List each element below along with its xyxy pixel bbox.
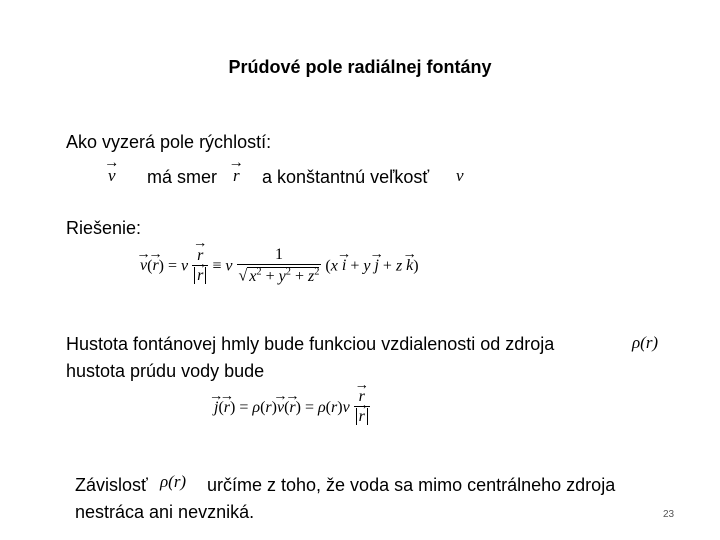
direction-text: má smer [147, 167, 218, 187]
dependence-density-symbol: ρ(r) [160, 472, 187, 491]
velocity-vector-symbol: → v [108, 166, 116, 186]
density-line-1: Hustota fontánovej hmly bude funkciou vzdialenosti od zdroja [66, 334, 555, 354]
dependence-line-2: nestráca ani nevzniká. [75, 502, 255, 522]
solution-label: Riešenie: [66, 218, 142, 238]
position-vector-symbol: → r [233, 166, 240, 186]
page-number: 23 [663, 509, 675, 520]
dependence-line-1: určíme z toho, že voda sa mimo centrálneho zdroja [207, 475, 616, 495]
magnitude-text: a konštantnú veľkosť [262, 167, 430, 187]
slide-title: Prúdové pole radiálnej fontány [228, 57, 492, 77]
dependence-label: Závislosť [75, 475, 148, 495]
speed-symbol: v [456, 166, 464, 185]
density-function-symbol: ρ(r) [632, 333, 659, 352]
question-text: Ako vyzerá pole rýchlostí: [66, 132, 272, 152]
velocity-field-equation: → v(→ r) = v → r → r ≡ v $\frac{1}{√ x^2 + y^2 + z^2}$ (x → i + y → j + z → k) [140, 246, 419, 288]
current-density-equation: → j(→ r) = ρ(r)→ v(→ r) = ρ(r)v → r → r [214, 388, 370, 428]
density-line-2: hustota prúdu vody bude [66, 361, 265, 381]
